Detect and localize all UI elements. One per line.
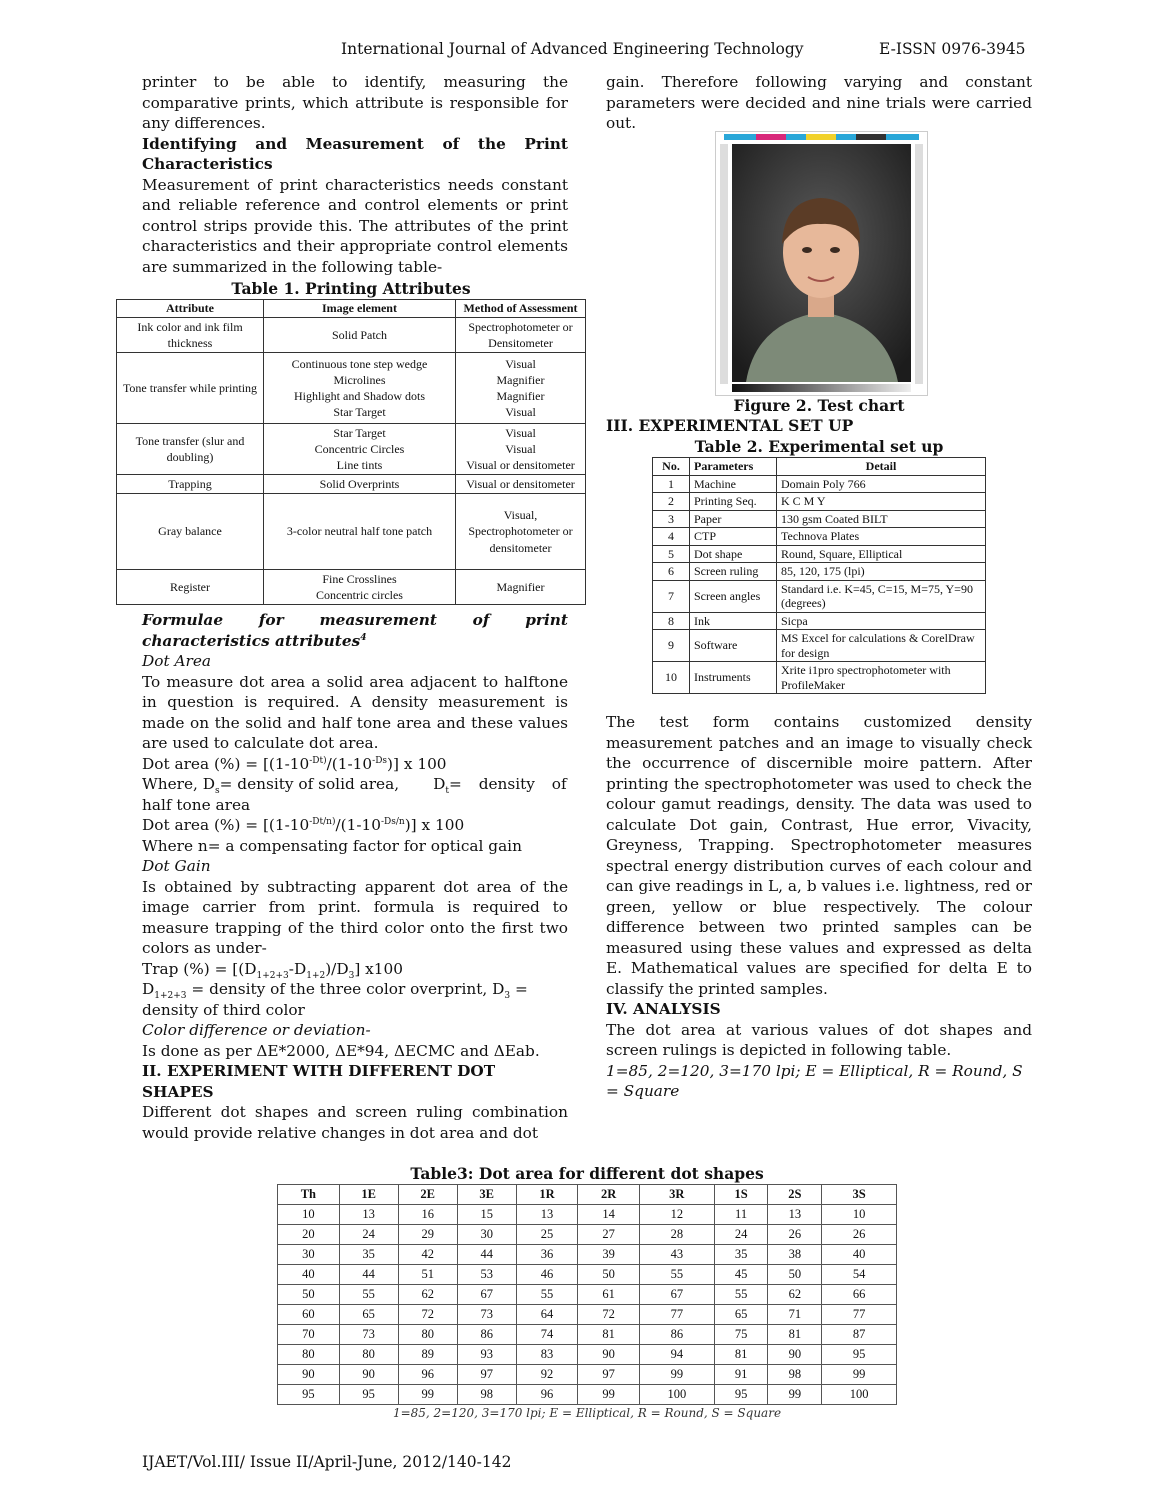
table-cell: 43	[639, 1245, 714, 1265]
table-cell: 26	[822, 1225, 897, 1245]
table-row	[117, 424, 586, 475]
table-cell: 72	[578, 1305, 640, 1325]
table-cell: Machine	[690, 475, 777, 493]
section-heading: Identifying and Measurement of the Print Characteristics	[142, 134, 568, 173]
formula-sup: -Dt)	[309, 755, 327, 766]
table-cell: 73	[457, 1305, 516, 1325]
table-cell: 80	[398, 1325, 457, 1345]
table-cell: 85, 120, 175 (lpi)	[777, 563, 986, 581]
table-cell: Visual Magnifier Magnifier Visual	[456, 353, 586, 424]
table-header-cell: Attribute	[117, 300, 264, 318]
formula-sub: t	[445, 786, 450, 797]
table-cell: Domain Poly 766	[777, 475, 986, 493]
table3-note: 1=85, 2=120, 3=170 lpi; E = Elliptical, R = Round, S = Square	[392, 1406, 782, 1420]
table-cell: 99	[639, 1365, 714, 1385]
table-cell: 42	[398, 1245, 457, 1265]
table-cell: 98	[457, 1385, 516, 1405]
left-column-top	[142, 72, 568, 277]
table-cell: 81	[578, 1325, 640, 1345]
table-cell: 10	[278, 1205, 340, 1225]
table-cell: 55	[714, 1285, 768, 1305]
table-cell: 65	[339, 1305, 398, 1325]
figure-caption: Figure 2. Test chart	[733, 396, 905, 415]
formula-text: /(1-10	[335, 816, 381, 834]
table-header-row	[117, 300, 586, 318]
journal-title: International Journal of Advanced Engineering Technology	[341, 40, 804, 58]
table-row	[653, 545, 986, 563]
table-cell: 2	[653, 493, 690, 511]
formulae-heading: Formulae for measurement of print characteristics attributes	[142, 611, 568, 650]
formula-sup: -Dt/n)	[309, 816, 336, 827]
table-cell: CTP	[690, 528, 777, 546]
table-cell: 96	[516, 1385, 578, 1405]
table-cell: 39	[578, 1245, 640, 1265]
paragraph: Measurement of print characteristics needs constant and reliable reference and control elements or print control strips provide this. The attributes of the print characteristics and their appropriate control elements are summarized in the following table-	[142, 175, 568, 276]
table-header-cell: 1E	[339, 1185, 398, 1205]
table-cell: 53	[457, 1265, 516, 1285]
table3-caption: Table3: Dot area for different dot shapes	[410, 1164, 764, 1183]
table-cell: 89	[398, 1345, 457, 1365]
formula-text: )] x 100	[387, 754, 447, 773]
table-cell: 70	[278, 1325, 340, 1345]
test-chart-figure	[715, 131, 928, 396]
formula-text: Dot area (%) = [(1-10	[142, 754, 310, 773]
table-cell: MS Excel for calculations & CorelDraw for design	[777, 630, 986, 662]
paragraph: To measure dot area a solid area adjacent to halftone in question is required. A density measurement is made on the solid and half tone area and these values are used to calculate dot area.	[142, 672, 568, 752]
table1-caption: Table 1. Printing Attributes	[231, 279, 471, 298]
table-cell: Xrite i1pro spectrophotometer with ProfileMaker	[777, 662, 986, 694]
reference-number: 4	[360, 632, 367, 643]
formula-dot-area	[142, 754, 568, 775]
table-cell: 15	[457, 1205, 516, 1225]
table-header-cell: 1R	[516, 1185, 578, 1205]
table-cell: 93	[457, 1345, 516, 1365]
table-cell: Fine Crosslines Concentric circles	[264, 570, 456, 605]
table-cell: Solid Overprints	[264, 475, 456, 494]
table-cell: 72	[398, 1305, 457, 1325]
table-cell: Ink	[690, 612, 777, 630]
table-row	[653, 563, 986, 581]
table-printing-attributes	[116, 299, 586, 605]
table-row	[117, 353, 586, 424]
table-dot-area	[277, 1184, 897, 1405]
section-heading	[142, 610, 568, 651]
formula-sub: 3	[348, 970, 355, 981]
table-cell: Register	[117, 570, 264, 605]
table-row	[278, 1225, 897, 1245]
table-cell: 90	[339, 1365, 398, 1385]
table-cell: 97	[578, 1365, 640, 1385]
table-header-cell: 1S	[714, 1185, 768, 1205]
table-cell: Instruments	[690, 662, 777, 694]
table-cell: 87	[822, 1325, 897, 1345]
table-cell: Visual or densitometer	[456, 475, 586, 494]
table-cell: 13	[516, 1205, 578, 1225]
table-cell: 77	[822, 1305, 897, 1325]
table-cell: 30	[457, 1225, 516, 1245]
table-cell: 90	[578, 1345, 640, 1365]
table-cell: 9	[653, 630, 690, 662]
table-header-cell: 2S	[768, 1185, 822, 1205]
paragraph: Where n= a compensating factor for optical gain	[142, 836, 522, 855]
formula-text: ] x100	[354, 959, 403, 978]
table-cell: 35	[339, 1245, 398, 1265]
table-header-row	[653, 458, 986, 476]
table-cell: 6	[653, 563, 690, 581]
table-row	[117, 570, 586, 605]
table-cell: 62	[398, 1285, 457, 1305]
table-header-cell: 3E	[457, 1185, 516, 1205]
table-row	[117, 318, 586, 353]
table-cell: 91	[714, 1365, 768, 1385]
subheading-dot-gain: Dot Gain	[142, 857, 211, 875]
table-cell: 94	[639, 1345, 714, 1365]
gray-step-wedge	[732, 384, 911, 392]
table-row	[278, 1265, 897, 1285]
table-cell: 100	[822, 1385, 897, 1405]
table-cell: 51	[398, 1265, 457, 1285]
table-cell: 99	[578, 1385, 640, 1405]
formula-sub: 1+2	[306, 970, 326, 981]
formula-dot-area-compensated	[142, 815, 568, 836]
table-row	[653, 630, 986, 662]
table-cell: Screen ruling	[690, 563, 777, 581]
formula-sub: 1+2+3	[154, 991, 187, 1002]
table-cell: 12	[639, 1205, 714, 1225]
table-cell: K C M Y	[777, 493, 986, 511]
table-cell: 80	[278, 1345, 340, 1365]
table-cell: 90	[768, 1345, 822, 1365]
table-cell: 50	[768, 1265, 822, 1285]
table-row	[117, 475, 586, 494]
table-header-cell: Th	[278, 1185, 340, 1205]
table-row	[653, 528, 986, 546]
table-cell: 75	[714, 1325, 768, 1345]
table-cell: 7	[653, 580, 690, 612]
table-cell: 3-color neutral half tone patch	[264, 494, 456, 570]
table-cell: 67	[639, 1285, 714, 1305]
table-cell: 73	[339, 1325, 398, 1345]
table-cell: 60	[278, 1305, 340, 1325]
table-cell: 10	[822, 1205, 897, 1225]
table-cell: 95	[278, 1385, 340, 1405]
legend-note: 1=85, 2=120, 3=170 lpi; E = Elliptical, R = Round, S = Square	[606, 1061, 1023, 1100]
table-cell: 95	[714, 1385, 768, 1405]
formula-text: /(1-10	[326, 754, 373, 773]
table-cell: Magnifier	[456, 570, 586, 605]
table-cell: 86	[639, 1325, 714, 1345]
table-cell: 96	[398, 1365, 457, 1385]
table-cell: 97	[457, 1365, 516, 1385]
table-cell: 24	[339, 1225, 398, 1245]
formula-text: = density of the three color overprint, D	[186, 980, 505, 998]
table-cell: Gray balance	[117, 494, 264, 570]
table-row	[278, 1285, 897, 1305]
paragraph: Different dot shapes and screen ruling combination would provide relative changes in dot area and dot	[142, 1103, 568, 1142]
table-cell: 40	[278, 1265, 340, 1285]
table-cell: 66	[822, 1285, 897, 1305]
formula-sub: s	[214, 786, 220, 797]
table-cell: 46	[516, 1265, 578, 1285]
table-row	[278, 1205, 897, 1225]
formula-text: = density of solid area,	[219, 775, 400, 793]
table-cell: 130 gsm Coated BILT	[777, 510, 986, 528]
formula-text: D	[433, 775, 446, 793]
table-row	[278, 1345, 897, 1365]
paragraph: The dot area at various values of dot shapes and screen rulings is depicted in following table.	[606, 1020, 1032, 1059]
formula-text: density of third color	[142, 1000, 305, 1019]
right-column-top	[606, 72, 1032, 134]
table-header-cell: Method of Assessment	[456, 300, 586, 318]
table-cell: 95	[822, 1345, 897, 1365]
table-cell: Standard i.e. K=45, C=15, M=75, Y=90 (degrees)	[777, 580, 986, 612]
table-cell: 29	[398, 1225, 457, 1245]
formula-sup: -Ds/n	[380, 816, 405, 827]
subheading-dot-area: Dot Area	[142, 652, 212, 670]
formula-text: -D	[288, 959, 307, 978]
table-cell: 99	[768, 1385, 822, 1405]
table-cell: 67	[457, 1285, 516, 1305]
formula-text: = density of	[449, 775, 567, 793]
table-cell: 8	[653, 612, 690, 630]
table-cell: 54	[822, 1265, 897, 1285]
table-cell: Ink color and ink film thickness	[117, 318, 264, 353]
table-cell: 44	[457, 1245, 516, 1265]
table-row	[653, 580, 986, 612]
table-row	[117, 494, 586, 570]
table-row	[278, 1385, 897, 1405]
table-cell: 28	[639, 1225, 714, 1245]
table-header-cell: No.	[653, 458, 690, 476]
table-cell: 61	[578, 1285, 640, 1305]
table-cell: 92	[516, 1365, 578, 1385]
table-cell: 81	[768, 1325, 822, 1345]
footer-citation: IJAET/Vol.III/ Issue II/April-June, 2012/140-142	[142, 1453, 512, 1471]
table-cell: 40	[822, 1245, 897, 1265]
table-cell: 98	[768, 1365, 822, 1385]
table-cell: Round, Square, Elliptical	[777, 545, 986, 563]
section-heading: II. EXPERIMENT WITH DIFFERENT DOT SHAPES	[142, 1062, 496, 1101]
table-cell: 86	[457, 1325, 516, 1345]
table-row	[278, 1325, 897, 1345]
table-cell: 62	[768, 1285, 822, 1305]
table-cell: 65	[714, 1305, 768, 1325]
table-cell: 44	[339, 1265, 398, 1285]
table-cell: 5	[653, 545, 690, 563]
table-cell: 36	[516, 1245, 578, 1265]
paragraph: printer to be able to identify, measuring the comparative prints, which attribute is responsible for any differences.	[142, 73, 568, 132]
table-cell: Technova Plates	[777, 528, 986, 546]
table2-caption: Table 2. Experimental set up	[694, 437, 944, 456]
table-cell: 50	[278, 1285, 340, 1305]
table-cell: 35	[714, 1245, 768, 1265]
table-cell: 71	[768, 1305, 822, 1325]
paragraph: Is done as per ΔE*2000, ΔE*94, ΔECMC and ΔEab.	[142, 1041, 540, 1060]
table-row	[653, 475, 986, 493]
table-row	[278, 1305, 897, 1325]
table-cell: 74	[516, 1325, 578, 1345]
formula-sup: -Ds	[372, 755, 388, 766]
table-header-row	[278, 1185, 897, 1205]
table-header-cell: 3R	[639, 1185, 714, 1205]
formula-text: Where, D	[142, 775, 215, 793]
table-row	[653, 493, 986, 511]
table-cell: 1	[653, 475, 690, 493]
table-cell: 4	[653, 528, 690, 546]
formula-sub: 3	[504, 991, 511, 1002]
table-cell: Star Target Concentric Circles Line tints	[264, 424, 456, 475]
table-cell: 13	[768, 1205, 822, 1225]
table-row	[653, 662, 986, 694]
table-cell: 100	[639, 1385, 714, 1405]
right-column-bottom	[606, 712, 1032, 1102]
table-cell: 99	[822, 1365, 897, 1385]
formula-text: Trap (%) = [(D	[142, 959, 257, 978]
issn: E-ISSN 0976-3945	[879, 40, 1026, 58]
table-cell: Tone transfer while printing	[117, 353, 264, 424]
formula-where	[142, 774, 568, 815]
table-cell: Software	[690, 630, 777, 662]
table-cell: Solid Patch	[264, 318, 456, 353]
table-cell: 27	[578, 1225, 640, 1245]
table-cell: 95	[339, 1385, 398, 1405]
table-cell: Trapping	[117, 475, 264, 494]
table-cell: 26	[768, 1225, 822, 1245]
table-cell: Screen angles	[690, 580, 777, 612]
table-row	[278, 1365, 897, 1385]
table-cell: 11	[714, 1205, 768, 1225]
table-cell: 81	[714, 1345, 768, 1365]
formula-text: )/D	[325, 959, 349, 978]
table-row	[653, 510, 986, 528]
table-row	[278, 1245, 897, 1265]
section-heading: IV. ANALYSIS	[606, 1000, 721, 1018]
table-row	[653, 612, 986, 630]
formula-text: =	[510, 980, 528, 998]
table-header-cell: Parameters	[690, 458, 777, 476]
table-cell: 24	[714, 1225, 768, 1245]
formula-text: D	[142, 980, 155, 998]
table-cell: 38	[768, 1245, 822, 1265]
paragraph: The test form contains customized density measurement patches and an image to visually check the occurrence of discernible moire pattern. After printing the spectrophotometer was used to check the colour gamut readings, density. The data was used to calculate Dot gain, Contrast, Hue error, Vivacity, Greyness, Trapping. Spectrophotometer measures spectral energy distribution curves of each colour and can give readings in L, a, b values i.e. lightness, red or green, yellow or blue respectively. The colour difference between two printed samples can be measured using these values and expressed as delta E. Mathematical values are specified for delta E to classify the printed samples.	[606, 713, 1032, 998]
table-cell: 99	[398, 1385, 457, 1405]
formula-trap	[142, 959, 568, 980]
table-cell: 90	[278, 1365, 340, 1385]
table-header-cell: 2E	[398, 1185, 457, 1205]
formula-density	[142, 979, 568, 1020]
table-cell: 20	[278, 1225, 340, 1245]
table-cell: Tone transfer (slur and doubling)	[117, 424, 264, 475]
section-heading: III. EXPERIMENTAL SET UP	[606, 416, 854, 435]
table-cell: 50	[578, 1265, 640, 1285]
table-cell: 83	[516, 1345, 578, 1365]
formula-sub: 1+2+3	[256, 970, 289, 981]
table-cell: 77	[639, 1305, 714, 1325]
table-header-cell: Image element	[264, 300, 456, 318]
table-cell: Visual, Spectrophotometer or densitometer	[456, 494, 586, 570]
table-cell: 14	[578, 1205, 640, 1225]
color-bar-top	[724, 134, 919, 140]
table-cell: 3	[653, 510, 690, 528]
table-cell: 45	[714, 1265, 768, 1285]
table-experimental-setup	[652, 457, 986, 694]
table-cell: 16	[398, 1205, 457, 1225]
table-header-cell: Detail	[777, 458, 986, 476]
table-cell: 55	[639, 1265, 714, 1285]
table-cell: Visual Visual Visual or densitometer	[456, 424, 586, 475]
table-cell: 10	[653, 662, 690, 694]
table-cell: 25	[516, 1225, 578, 1245]
table-cell: Spectrophotometer or Densitometer	[456, 318, 586, 353]
test-chart-image	[716, 132, 927, 395]
formula-text: half tone area	[142, 795, 251, 814]
table-cell: Dot shape	[690, 545, 777, 563]
formula-text: )] x 100	[404, 816, 465, 834]
paragraph: Is obtained by subtracting apparent dot area of the image carrier from print. formula is required to measure trapping of the third color onto the first two colors as under-	[142, 877, 568, 957]
table-cell: 55	[339, 1285, 398, 1305]
table-header-cell: 2R	[578, 1185, 640, 1205]
subheading-color-difference: Color difference or deviation-	[142, 1021, 371, 1039]
table-cell: 13	[339, 1205, 398, 1225]
left-column-bottom	[142, 610, 568, 1143]
table-cell: 30	[278, 1245, 340, 1265]
paragraph: gain. Therefore following varying and constant parameters were decided and nine trials were carried out.	[606, 73, 1032, 132]
table-cell: Paper	[690, 510, 777, 528]
formula-text: Dot area (%) = [(1-10	[142, 816, 310, 834]
table-header-cell: 3S	[822, 1185, 897, 1205]
table-cell: 55	[516, 1285, 578, 1305]
table-cell: Continuous tone step wedge Microlines Highlight and Shadow dots Star Target	[264, 353, 456, 424]
table-cell: Printing Seq.	[690, 493, 777, 511]
table-cell: Sicpa	[777, 612, 986, 630]
table-cell: 64	[516, 1305, 578, 1325]
table-cell: 80	[339, 1345, 398, 1365]
